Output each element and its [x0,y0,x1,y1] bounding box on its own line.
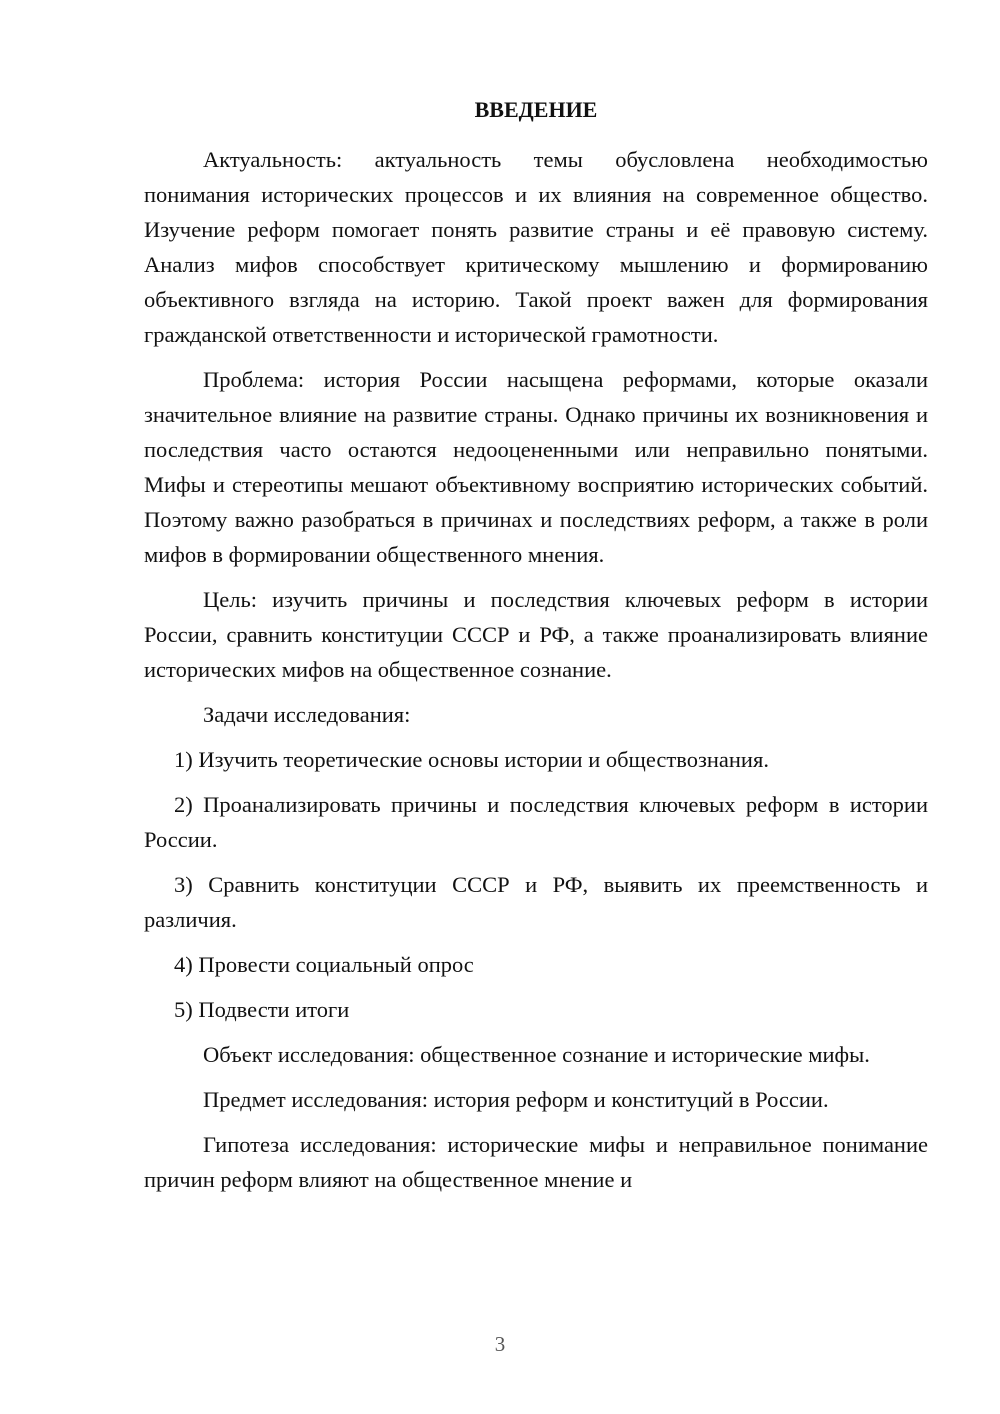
paragraph-object: Объект исследования: общественное сознание и исторические мифы. [203,1042,870,1067]
paragraph-relevance: Актуальность: актуальность темы обусловлена необходимостью понимания исторических процессов и их влияния на современное общество. Изучение реформ помогает понять развитие страны и её правовую систему. Анализ мифов способствует критическому мышлению и формированию объективного взгляда на историю. Такой проект важен для формирования гражданской ответственности и исторической грамотности. [144,147,928,347]
task-item-1: 1) Изучить теоретические основы истории и обществознания. [174,747,769,772]
task-item-2: 2) Проанализировать причины и последствия ключевых реформ в истории России. [144,792,928,852]
page-body [144,94,928,1207]
paragraph-subject: Предмет исследования: история реформ и конституций в России. [203,1087,829,1112]
paragraph-goal: Цель: изучить причины и последствия ключевых реформ в истории России, сравнить конституции СССР и РФ, а также проанализировать влияние исторических мифов на общественное сознание. [144,587,928,682]
page-number: 3 [494,1332,506,1356]
task-item-4: 4) Провести социальный опрос [174,952,474,977]
paragraph-hypothesis: Гипотеза исследования: исторические мифы и неправильное понимание причин реформ влияют на общественное мнение и [144,1132,928,1192]
paragraph-tasks-intro: Задачи исследования: [203,702,411,727]
task-item-5: 5) Подвести итоги [174,997,350,1022]
paragraph-problem: Проблема: история России насыщена реформами, которые оказали значительное влияние на развитие страны. Однако причины их возникновения и последствия часто остаются недооцененными или неправильно понятыми. Мифы и стереотипы мешают объективному восприятию исторических событий. Поэтому важно разобраться в причинах и последствиях реформ, а также в роли мифов в формировании общественного мнения. [144,367,928,567]
task-item-3: 3) Сравнить конституции СССР и РФ, выявить их преемственность и различия. [144,872,928,932]
section-heading: ВВЕДЕНИЕ [474,97,598,122]
